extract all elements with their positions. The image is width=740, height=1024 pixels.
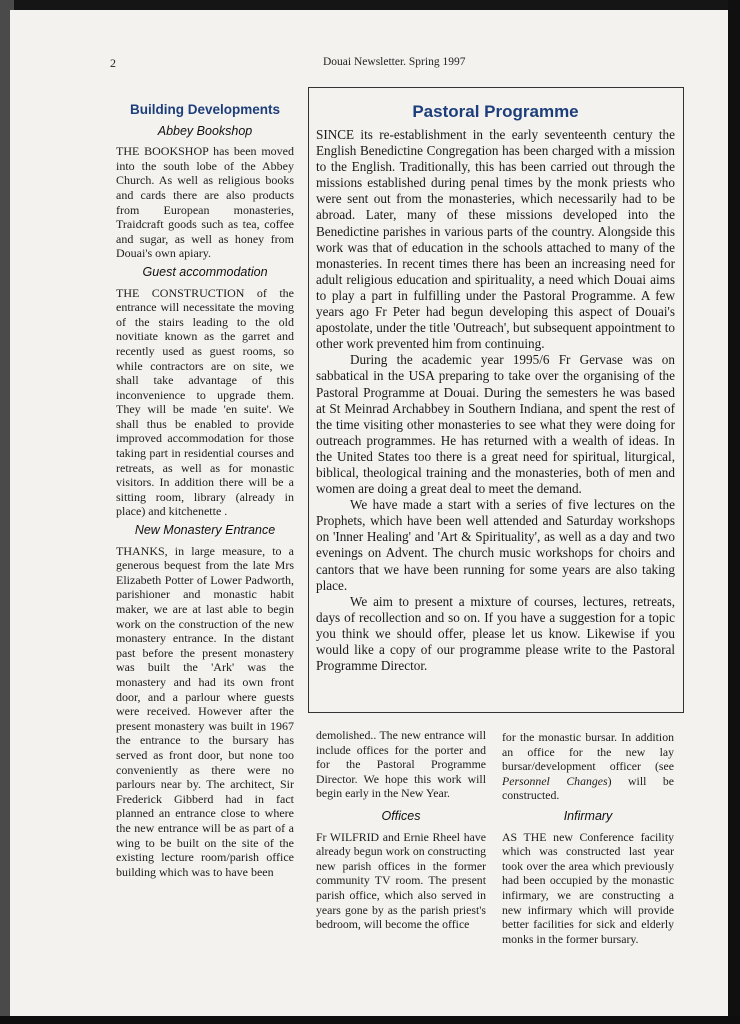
guest-accommodation-text: THE CONSTRUCTION of the entrance will necessitate the moving of the stairs leading to the old novitiate known as the garret and recently used as guest rooms, so while contractors are on site, we shall take advantage of this inconvenience to upgrade them. They will be made 'en suite'. We shall thus be enabled to provide improved accommodation for those taking part in residential courses and retreats, as well as for monastic visitors. In addition there will be a sitting room, library (already in place) and kitchenette . [116,285,294,519]
pastoral-paragraph-1: SINCE its re-establishment in the early seventeenth century the English Benedictine Congregation has been charged with a mission to the English. Traditionally, this has been carried out through the missions established during penal times by the monk priests who were sent out from the monasteries, which necessarily had to be abroad. Later, many of these missions developed into the Benedictine parishes in various parts of the country. Alongside this work was that of education in the schools attached to many of the monasteries. In recent times there has been an increasing need for adult religious education and spirituality, a need which Douai aims to play a part in fulfilling under the Pastoral Programme. A few years ago Fr Peter had begun developing this aspect of Douai's apostolate, under the title 'Outreach', but subsequent appointment to other work prevented him from continuing. [316,127,675,352]
left-column [116,103,294,879]
scan-edge-bottom [0,1016,740,1024]
bursar-office-text: for the monastic bursar. In addition an office for the new lay bursar/development officer (see Personnel Changes) will be constructed. [502,730,674,803]
pastoral-programme-box [308,87,684,713]
right-column [502,730,674,946]
entrance-continuation-text: demolished.. The new entrance will include offices for the porter and for the Pastoral Programme Director. We hope this work will begin early in the New Year. [316,728,486,801]
infirmary-heading: Infirmary [563,808,613,823]
new-monastery-entrance-text: THANKS, in large measure, to a generous bequest from the late Mrs Elizabeth Potter of Lower Padworth, parishioner and monastic habit maker, we are at last able to begin work on the construction of the new monastery entrance. In the distant past before the present monastery was built the 'Ark' was the monastery and had its own front door, and a parlour where guests were received. However after the present monastery was built in 1967 the entrance to the bursary has served as front door, but none too conveniently as there were no parlours near by. The architect, Sir Frederick Gibberd had in fact planned an entrance close to where the new entrance will be as part of a wing to be built on the site of the existing lecture room/parish office building which was to have been [116,543,294,879]
scan-edge-right [728,0,740,1024]
guest-accommodation-heading: Guest accommodation [142,264,268,279]
pastoral-programme-heading: Pastoral Programme [412,102,579,121]
pastoral-paragraph-4: We aim to present a mixture of courses, lectures, retreats, days of recollection and so on. If you have a suggestion for a topic you think we should offer, please let us know. Likewise if you would like a copy of our programme please write to the Pastoral Programme Director. [316,593,675,674]
new-monastery-entrance-heading: New Monastery Entrance [134,523,276,538]
offices-heading: Offices [381,808,421,823]
infirmary-text: AS THE new Conference facility which was constructed last year took over the area which previously had been occupied by the monastic infirmary, we are constructing a new infirmary which will provide better facilities for sick and elderly monks in the former bursary. [502,829,674,946]
page-number: 2 [110,56,116,70]
abbey-bookshop-text: THE BOOKSHOP has been moved into the south lobe of the Abbey Church. As well as religious books and cards there are also products from European monasteries, Traidcraft goods such as tea, coffee and sugar, as well as honey from Douai's own apiary. [116,144,294,261]
personnel-changes-reference: Personnel Changes [502,773,608,788]
pastoral-paragraph-3: We have made a start with a series of five lectures on the Prophets, which have been well attended and Saturday workshops on 'Inner Healing' and 'Art & Spirituality', as well as a day and two evenings on Advent. The church music workshops for choirs and cantors that we have been running for some years are also taking place. [316,497,675,593]
abbey-bookshop-heading: Abbey Bookshop [157,123,253,138]
running-header: Douai Newsletter. Spring 1997 [323,56,466,68]
offices-text: Fr WILFRID and Ernie Rheel have already begun work on constructing new parish offices in the former community TV room. The present parish office, which also served in years gone by as the parish priest's bedroom, will become the office [316,829,486,932]
building-developments-heading: Building Developments [129,102,281,117]
pastoral-paragraph-2: During the academic year 1995/6 Fr Gervase was on sabbatical in the USA preparing to take over the organising of the Pastoral Programme at Douai. During the semesters he was based at St Meinrad Archabbey in Southern Indiana, and spent the rest of the time visiting other monasteries to see what they were doing for outreach programmes. He has returned with a wealth of ideas. In the United States too there is a great need for spiritual, liturgical, biblical, theological training and the monasteries, both of men and women are doing a great deal to meet the demand. [316,352,675,497]
middle-column [316,728,486,932]
